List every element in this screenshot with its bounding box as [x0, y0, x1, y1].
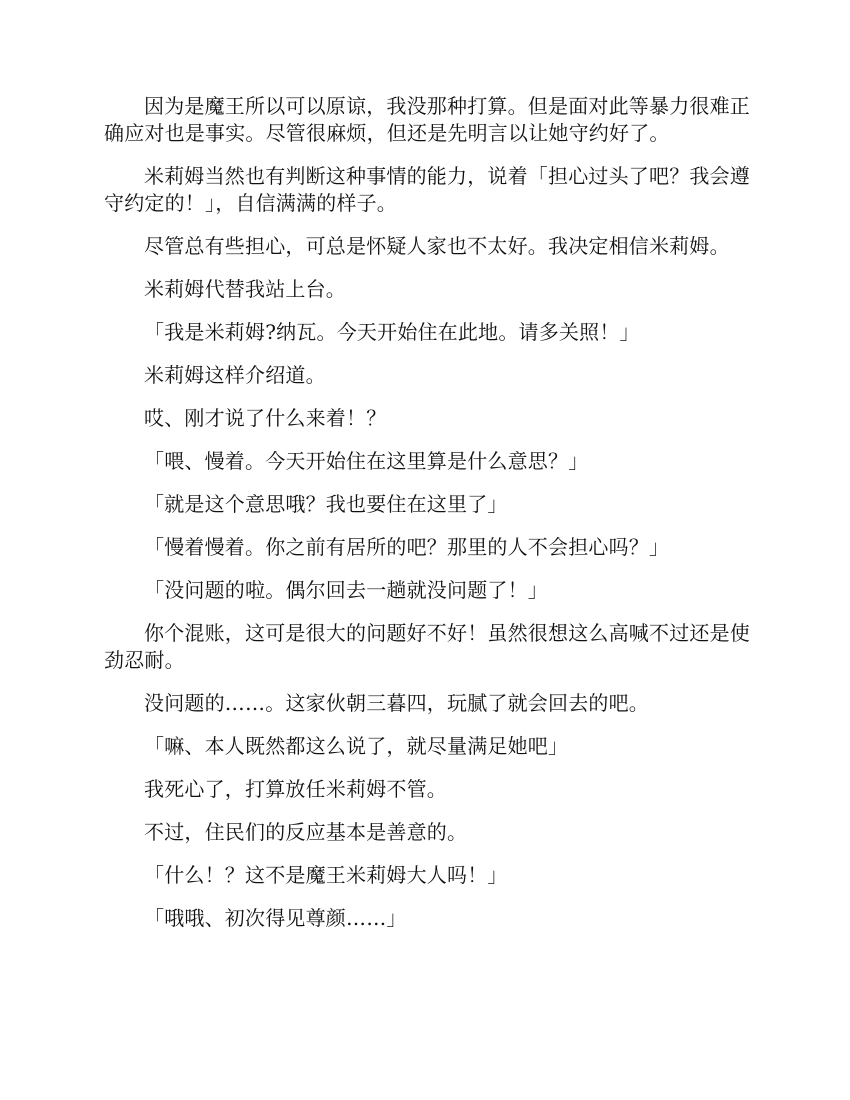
paragraph-6: 米莉姆这样介绍道。 [144, 363, 326, 387]
paragraph-12: 你个混账，这可是很大的问题好不好！虽然很想这么高喊不过还是使劲忍耐。 [104, 621, 750, 672]
paragraph-3: 尽管总有些担心，可总是怀疑人家也不太好。我决定相信米莉姆。 [144, 234, 730, 258]
paragraph-15: 我死心了，打算放任米莉姆不管。 [144, 777, 447, 801]
paragraph-7: 哎、刚才说了什么来着！？ [144, 406, 387, 430]
paragraph-16: 不过，住民们的反应基本是善意的。 [144, 820, 468, 844]
paragraph-13: 没问题的……。这家伙朝三暮四，玩腻了就会回去的吧。 [144, 691, 649, 715]
paragraph-11: 「没问题的啦。偶尔回去一趟就没问题了！」 [144, 578, 548, 602]
document-page [104, 93, 750, 948]
paragraph-1: 因为是魔王所以可以原谅，我没那种打算。但是面对此等暴力很难正确应对也是事实。尽管很麻烦，但还是先明言以让她守约好了。 [104, 94, 750, 145]
paragraph-2: 米莉姆当然也有判断这种事情的能力，说着「担心过头了吧？我会遵守约定的！」，自信满满的样子。 [104, 164, 750, 215]
paragraph-10: 「慢着慢着。你之前有居所的吧？那里的人不会担心吗？」 [144, 535, 670, 559]
paragraph-18: 「哦哦、初次得见尊颜……」 [144, 906, 407, 930]
paragraph-4: 米莉姆代替我站上台。 [144, 277, 346, 301]
paragraph-5: 「我是米莉姆?纳瓦。今天开始住在此地。请多关照！」 [144, 320, 640, 344]
paragraph-14: 「嘛、本人既然都这么说了，就尽量满足她吧」 [144, 734, 569, 758]
paragraph-9: 「就是这个意思哦？我也要住在这里了」 [144, 492, 508, 516]
paragraph-8: 「喂、慢着。今天开始住在这里算是什么意思？」 [144, 449, 589, 473]
paragraph-17: 「什么！？这不是魔王米莉姆大人吗！」 [144, 863, 508, 887]
